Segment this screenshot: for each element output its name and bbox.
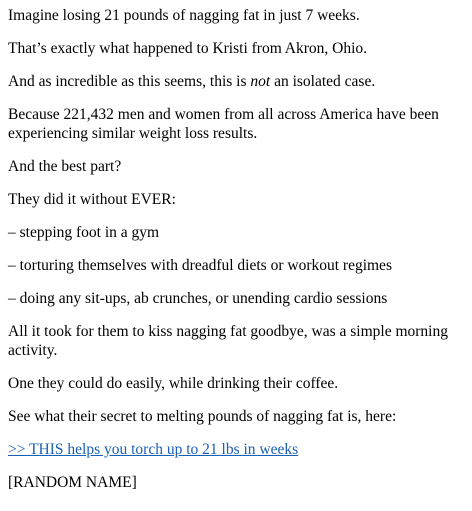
without-ever-paragraph: They did it without EVER: xyxy=(8,191,176,208)
emphasis-not: not xyxy=(250,73,271,90)
secret-paragraph: See what their secret to melting pounds of nagging fat is, here: xyxy=(8,408,397,425)
testimonial-paragraph: That’s exactly what happened to Kristi from Akron, Ohio. xyxy=(8,40,368,57)
coffee-paragraph: One they could do easily, while drinking their coffee. xyxy=(8,375,339,392)
bullet-item-situps: – doing any sit-ups, ab crunches, or unending cardio sessions xyxy=(8,290,388,307)
cta-paragraph xyxy=(8,440,464,459)
intro-paragraph: Imagine losing 21 pounds of nagging fat in just 7 weeks. xyxy=(8,7,360,24)
bullet-item-gym: – stepping foot in a gym xyxy=(8,224,160,241)
isolated-case-paragraph xyxy=(8,72,464,91)
best-part-paragraph: And the best part? xyxy=(8,158,122,175)
signature: [RANDOM NAME] xyxy=(8,474,137,491)
morning-activity-paragraph: All it took for them to kiss nagging fat goodbye, was a simple morning activity. xyxy=(8,323,448,359)
isolated-case-text-start: And as incredible as this seems, this is xyxy=(8,73,251,90)
results-paragraph: Because 221,432 men and women from all across America have been experiencing similar weight loss results. xyxy=(8,106,439,142)
cta-link[interactable]: >> THIS helps you torch up to 21 lbs in weeks xyxy=(8,441,299,458)
isolated-case-text-end: an isolated case. xyxy=(270,73,376,90)
bullet-item-diets: – torturing themselves with dreadful diets or workout regimes xyxy=(8,257,392,274)
